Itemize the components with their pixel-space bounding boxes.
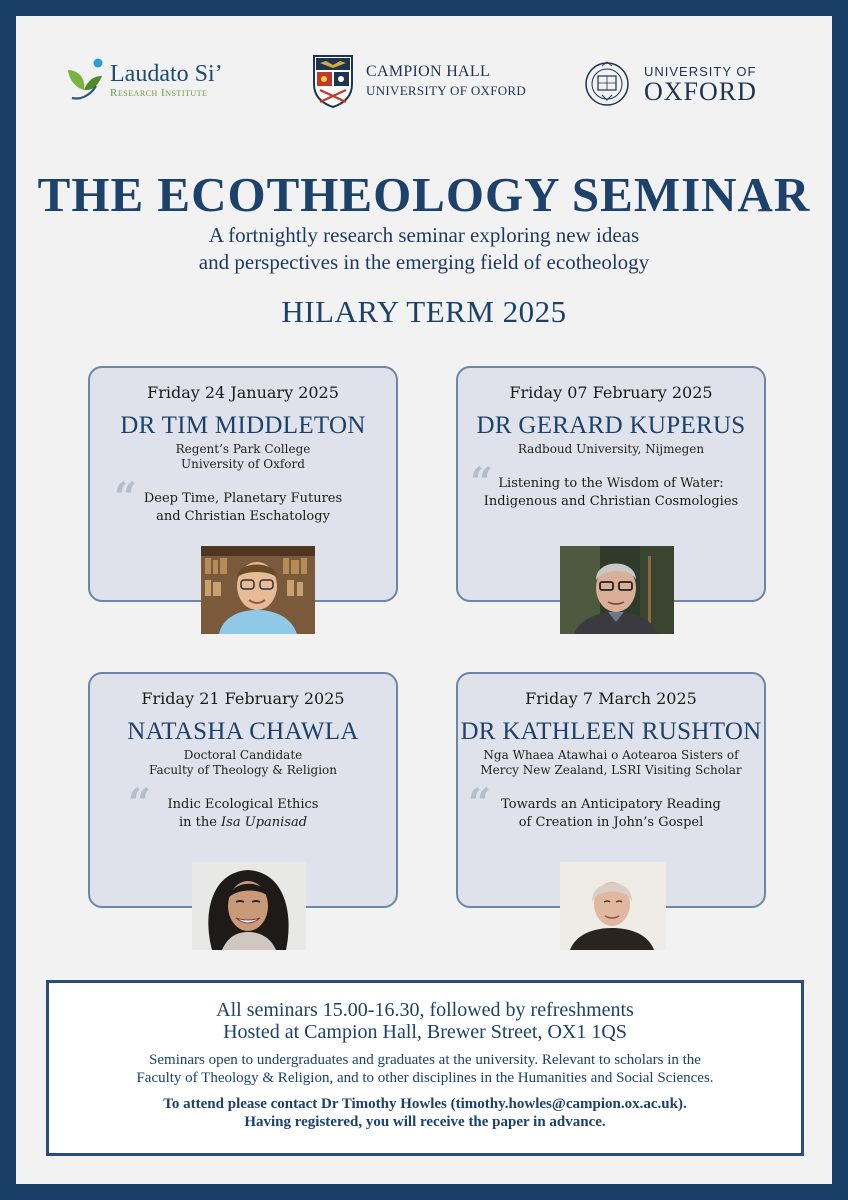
- audience-line: Seminars open to undergraduates and graduates at the university. Relevant to scholars in the: [149, 1052, 701, 1068]
- registration-note: Having registered, you will receive the paper in advance.: [244, 1114, 606, 1130]
- session-speaker: NATASHA CHAWLA: [127, 718, 359, 745]
- talk-line: Indic Ecological Ethics: [167, 797, 319, 812]
- session-speaker: DR GERARD KUPERUS: [476, 412, 746, 439]
- contact-text: [57, 1095, 793, 1131]
- term-heading: HILARY TERM 2025: [281, 294, 567, 329]
- session-affiliation: [90, 748, 396, 778]
- schedule-line: All seminars 15.00-16.30, followed by refreshments: [216, 999, 634, 1021]
- speaker-photo-middleton: [201, 546, 315, 634]
- laudato-name: Laudato Si’: [110, 60, 223, 87]
- session-affiliation: [90, 442, 396, 472]
- session-talk: [90, 474, 396, 526]
- quote-icon: “: [128, 780, 152, 827]
- session-date: Friday 7 March 2025: [525, 689, 697, 708]
- subtitle-line-1: A fortnightly research seminar exploring new ideas: [208, 223, 640, 247]
- speaker-photo-kuperus: [560, 546, 674, 634]
- session-date: Friday 07 February 2025: [509, 383, 713, 402]
- talk-line: of Creation in John’s Gospel: [518, 815, 704, 830]
- session-date: Friday 21 February 2025: [141, 689, 345, 708]
- quote-icon: “: [470, 459, 494, 506]
- affiliation-line: Radboud University, Nijmegen: [517, 442, 705, 456]
- seminar-title: THE ECOTHEOLOGY SEMINAR: [37, 167, 811, 222]
- seminar-subtitle: [16, 222, 832, 276]
- session-affiliation: [458, 442, 764, 457]
- affiliation-line: Doctoral Candidate: [183, 748, 303, 762]
- oxford-seal-icon: [584, 56, 630, 112]
- subtitle-line-2: and perspectives in the emerging field of ecotheology: [198, 250, 650, 274]
- session-speaker: DR TIM MIDDLETON: [120, 412, 366, 439]
- oxford-big: OXFORD: [644, 77, 757, 106]
- talk-line: Listening to the Wisdom of Water:: [498, 476, 724, 491]
- talk-text-italic: Isa Upanisad: [221, 815, 308, 830]
- talk-line: Towards an Anticipatory Reading: [501, 797, 721, 812]
- laudato-sub: Research Institute: [110, 86, 208, 99]
- session-talk: [90, 780, 396, 832]
- oxford-top: UNIVERSITY OF: [644, 64, 757, 79]
- session-date: Friday 24 January 2025: [147, 383, 339, 402]
- talk-line: and Christian Eschatology: [156, 509, 330, 524]
- affiliation-line: Faculty of Theology & Religion: [148, 763, 338, 777]
- talk-line: Deep Time, Planetary Futures: [143, 491, 343, 506]
- affiliation-line: Regent’s Park College: [175, 442, 311, 456]
- contact-line[interactable]: To attend please contact Dr Timothy Howles (timothy.howles@campion.ox.ac.uk).: [163, 1096, 687, 1112]
- talk-text: in the: [178, 815, 217, 830]
- quote-icon: “: [114, 474, 138, 521]
- affiliation-line: Mercy New Zealand, LSRI Visiting Scholar: [480, 763, 742, 777]
- speaker-photo-rushton: [560, 862, 666, 950]
- talk-line: Indigenous and Christian Cosmologies: [483, 494, 739, 509]
- campion-hall-logo: [312, 54, 526, 108]
- info-box: [46, 980, 804, 1156]
- campion-name: CAMPION HALL: [366, 63, 491, 80]
- venue-line: Hosted at Campion Hall, Brewer Street, OX1 1QS: [223, 1021, 627, 1043]
- audience-text: [57, 1051, 793, 1087]
- session-talk: [458, 780, 764, 832]
- campion-crest-icon: [312, 54, 354, 108]
- quote-icon: “: [468, 780, 492, 827]
- bird-leaf-icon: [64, 56, 106, 104]
- poster: [16, 16, 832, 1184]
- session-affiliation: [458, 748, 764, 778]
- affiliation-line: University of Oxford: [181, 457, 305, 471]
- speaker-photo-chawla: [192, 862, 306, 950]
- audience-line: Faculty of Theology & Religion, and to other disciplines in the Humanities and Social Sciences.: [136, 1070, 714, 1086]
- laudato-si-logo: [64, 56, 223, 104]
- session-talk: [458, 459, 764, 511]
- session-speaker: DR KATHLEEN RUSHTON: [460, 718, 762, 745]
- affiliation-line: Nga Whaea Atawhai o Aotearoa Sisters of: [483, 748, 739, 762]
- campion-sub: UNIVERSITY OF OXFORD: [366, 83, 527, 98]
- oxford-logo: [584, 56, 757, 112]
